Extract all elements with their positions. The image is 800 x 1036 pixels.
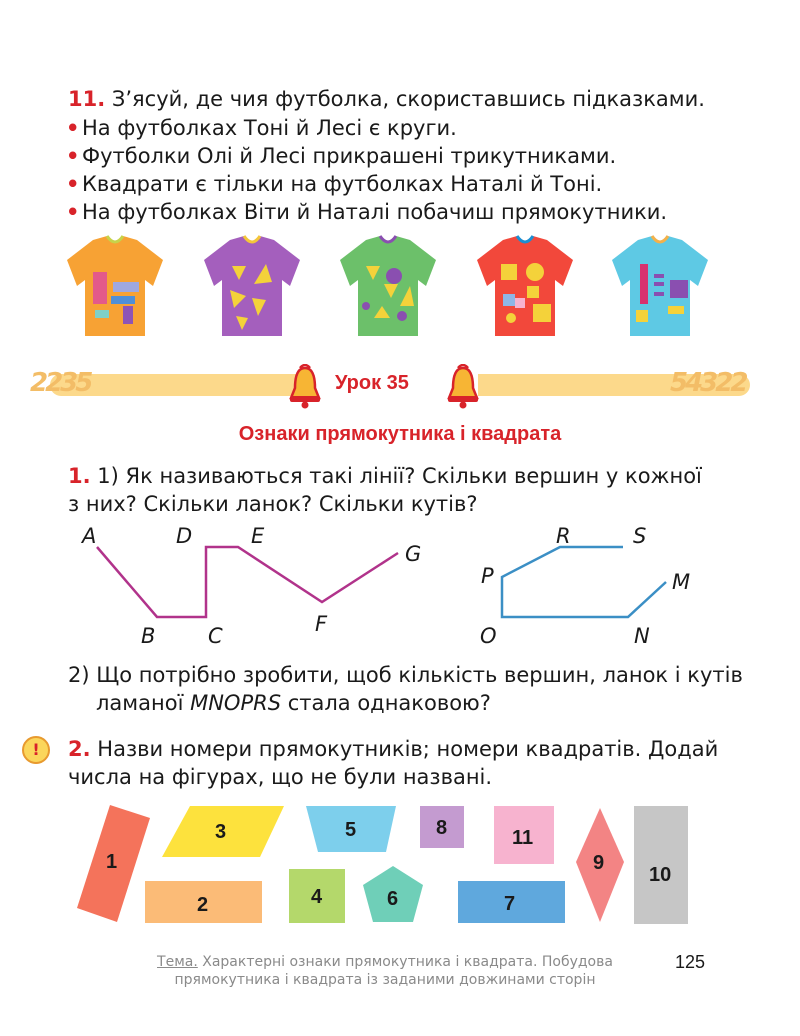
- shape-label-7: 7: [504, 893, 516, 915]
- shape-label-11: 11: [512, 827, 534, 849]
- hint-item: • Футболки Олі й Лесі прикрашені трикутниками.: [66, 144, 617, 168]
- point-label-p: P: [481, 564, 494, 588]
- point-label-e: E: [251, 524, 265, 548]
- point-label-g: G: [405, 542, 422, 566]
- shape-label-3: 3: [215, 821, 227, 843]
- shape-label-4: 4: [311, 886, 323, 908]
- bell-icon: [446, 364, 480, 410]
- task-text: З’ясуй, де чия футболка, скориставшись підказками.: [111, 87, 705, 111]
- point-label-m: M: [672, 570, 691, 594]
- warning-icon: !: [22, 736, 50, 764]
- right-deco-digits: 54322: [670, 368, 746, 398]
- task-2-text-cont: числа на фігурах, що не були названі.: [68, 765, 493, 789]
- lesson-title: Урок 35: [335, 372, 409, 394]
- task-1-part1-cont: з них? Скільки ланок? Скільки кутів?: [68, 492, 478, 516]
- point-label-n: N: [634, 624, 650, 648]
- shape-label-9: 9: [593, 852, 605, 874]
- task-11-heading: [68, 85, 705, 114]
- point-label-a: A: [82, 524, 97, 548]
- hint-item: • На футболках Віти й Наталі побачиш прямокутники.: [66, 200, 668, 224]
- footer-topic: Тема. Характерні ознаки прямокутника і квадрата. Побудова прямокутника і квадрата із заданими довжинами сторін: [157, 954, 613, 988]
- tshirt-3: [340, 236, 436, 336]
- shape-label-6: 6: [387, 888, 399, 910]
- page-number: 125: [675, 952, 706, 972]
- hint-item: • Квадрати є тільки на футболках Наталі й Тоні.: [66, 172, 603, 196]
- left-deco-digits: 2235: [30, 368, 91, 398]
- polyline-abcdefg: [97, 547, 398, 617]
- shape-label-8: 8: [436, 817, 448, 839]
- shape-label-10: 10: [649, 864, 672, 886]
- point-label-f: F: [315, 612, 328, 636]
- task-number: 11.: [68, 87, 106, 111]
- tshirts-illustration: [60, 232, 720, 342]
- point-label-s: S: [633, 524, 647, 548]
- tshirt-1: [67, 236, 163, 336]
- task-1-part1: 1. 1) Як називаються такі лінії? Скільки вершин у кожної: [68, 464, 702, 488]
- shape-label-2: 2: [197, 894, 209, 916]
- shape-label-5: 5: [345, 819, 357, 841]
- point-label-o: O: [480, 624, 497, 648]
- point-label-b: B: [141, 624, 156, 648]
- task-number: 1.: [68, 464, 91, 488]
- bell-icon: [288, 364, 322, 410]
- hint-item: • На футболках Тоні й Лесі є круги.: [66, 116, 457, 140]
- polyline-mnoprs: [502, 547, 666, 617]
- point-label-d: D: [176, 524, 193, 548]
- tshirt-4: [477, 236, 573, 336]
- tshirt-2: [204, 236, 300, 336]
- lesson-heading: Ознаки прямокутника і квадрата: [238, 423, 562, 445]
- point-label-c: C: [208, 624, 223, 648]
- tshirt-5: [612, 236, 708, 336]
- task-1-part2-cont: ламаної MNOPRS стала однаковою?: [96, 691, 491, 715]
- task-number: 2.: [68, 737, 91, 761]
- point-label-r: R: [556, 524, 571, 548]
- shape-label-1: 1: [106, 851, 118, 873]
- task-1-part2: 2) Що потрібно зробити, щоб кількість вершин, ланок і кутів: [68, 663, 743, 687]
- task-2-text: 2. Назви номери прямокутників; номери квадратів. Додай: [68, 737, 719, 761]
- shapes-figure: [0, 800, 800, 930]
